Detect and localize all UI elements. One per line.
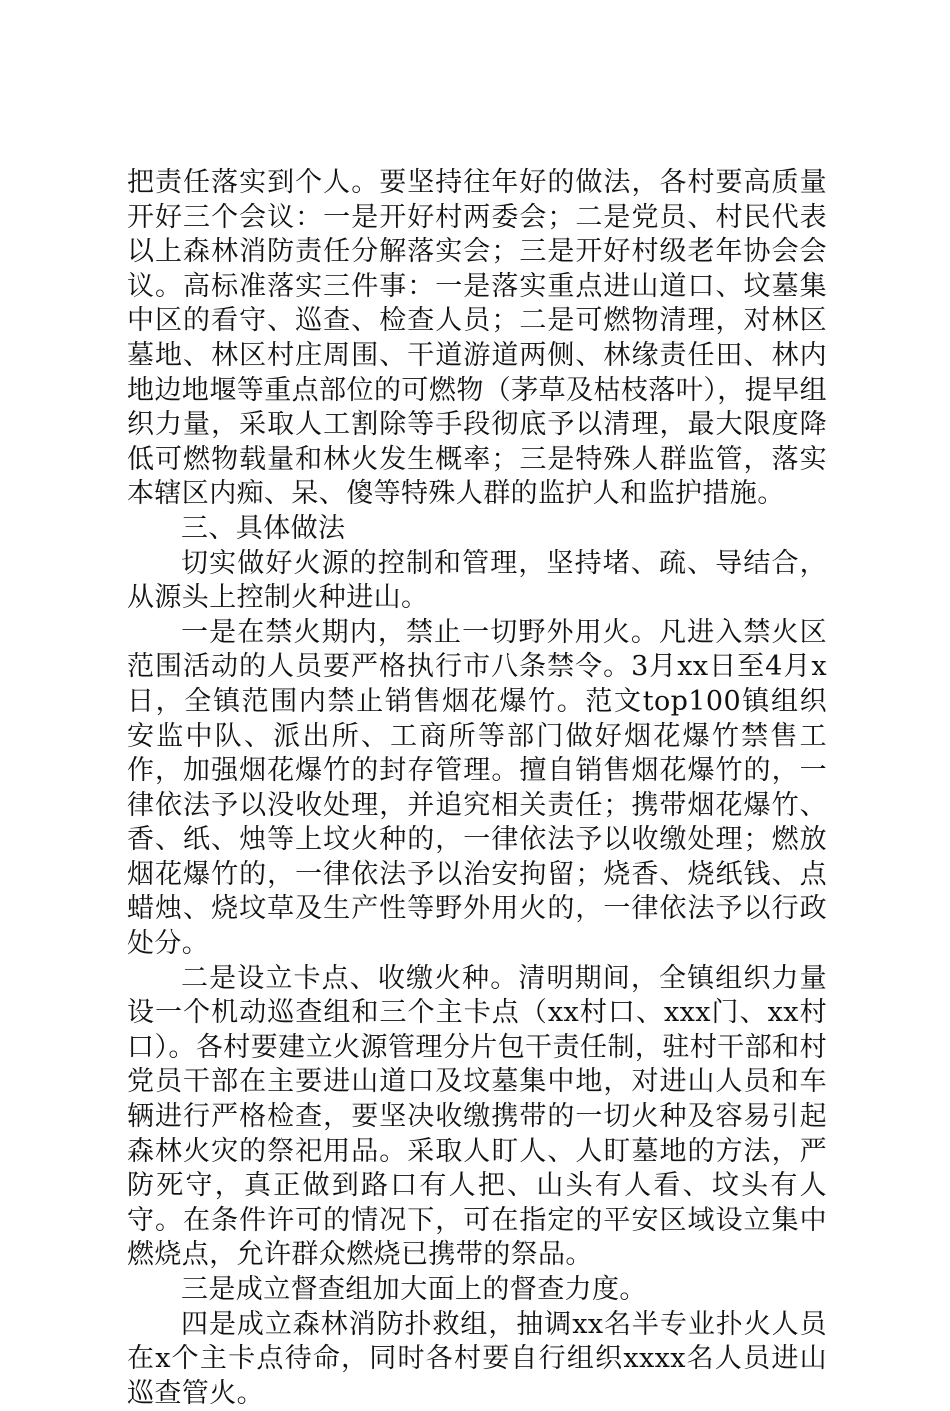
paragraph-fire-ban-period: 一是在禁火期内，禁止一切野外用火。凡进入禁火区范围活动的人员要严格执行市八条禁令。3月xx日至4月x日，全镇范围内禁止销售烟花爆竹。范文top100镇组织安监中队、派出所、工商所等部门做好烟花爆竹禁售工作，加强烟花爆竹的封存管理。擅自销售烟花爆竹的，一律依法予以没收处理，并追究相关责任；携带烟花爆竹、香、纸、烛等上坟火种的，一律依法予以收缴处理；燃放烟花爆竹的，一律依法予以治安拘留；烧香、烧纸钱、点蜡烛、烧坟草及生产性等野外用火的，一律依法予以行政处分。 (127, 616, 827, 960)
paragraph-fire-source-control: 切实做好火源的控制和管理，坚持堵、疏、导结合，从源头上控制火种进山。 (127, 547, 827, 614)
paragraph-inspection-group: 三是成立督查组加大面上的督查力度。 (181, 1274, 647, 1305)
paragraph-firefighting-group: 四是成立森林消防扑救组，抽调xx名半专业扑火人员在x个主卡点待命，同时各村要自行组织xxxx名人员进山巡查管火。 (127, 1308, 827, 1409)
section-heading-specific-methods: 三、具体做法 (181, 512, 346, 544)
paragraph-responsibility: 把责任落实到个人。要坚持往年好的做法，各村要高质量开好三个会议：一是开好村两委会；二是党员、村民代表以上森林消防责任分解落实会；三是开好村级老年协会会议。高标准落实三件事：一是落实重点进山道口、坟墓集中区的看守、巡查、检查人员；二是可燃物清理，对林区墓地、林区村庄周围、干道游道两侧、林缘责任田、林内地边地堰等重点部位的可燃物（茅草及枯枝落叶），提早组织力量，采取人工割除等手段彻底予以清理，最大限度降低可燃物载量和林火发生概率；三是特殊人群监管，落实本辖区内痴、呆、傻等特殊人群的监护人和监护措施。 (127, 167, 827, 510)
paragraph-checkpoints: 二是设立卡点、收缴火种。清明期间，全镇组织力量设一个机动巡查组和三个主卡点（xx村口、xxx门、xx村口）。各村要建立火源管理分片包干责任制，驻村干部和村党员干部在主要进山道口及坟墓集中地，对进山人员和车辆进行严格检查，要坚决收缴携带的一切火种及容易引起森林火灾的祭祀用品。采取人盯人、人盯墓地的方法，严防死守，真正做到路口有人把、山头有人看、坟头有人守。在条件许可的情况下，可在指定的平安区域设立集中燃烧点，允许群众燃烧已携带的祭品。 (127, 962, 827, 1271)
document-page (127, 166, 827, 1411)
